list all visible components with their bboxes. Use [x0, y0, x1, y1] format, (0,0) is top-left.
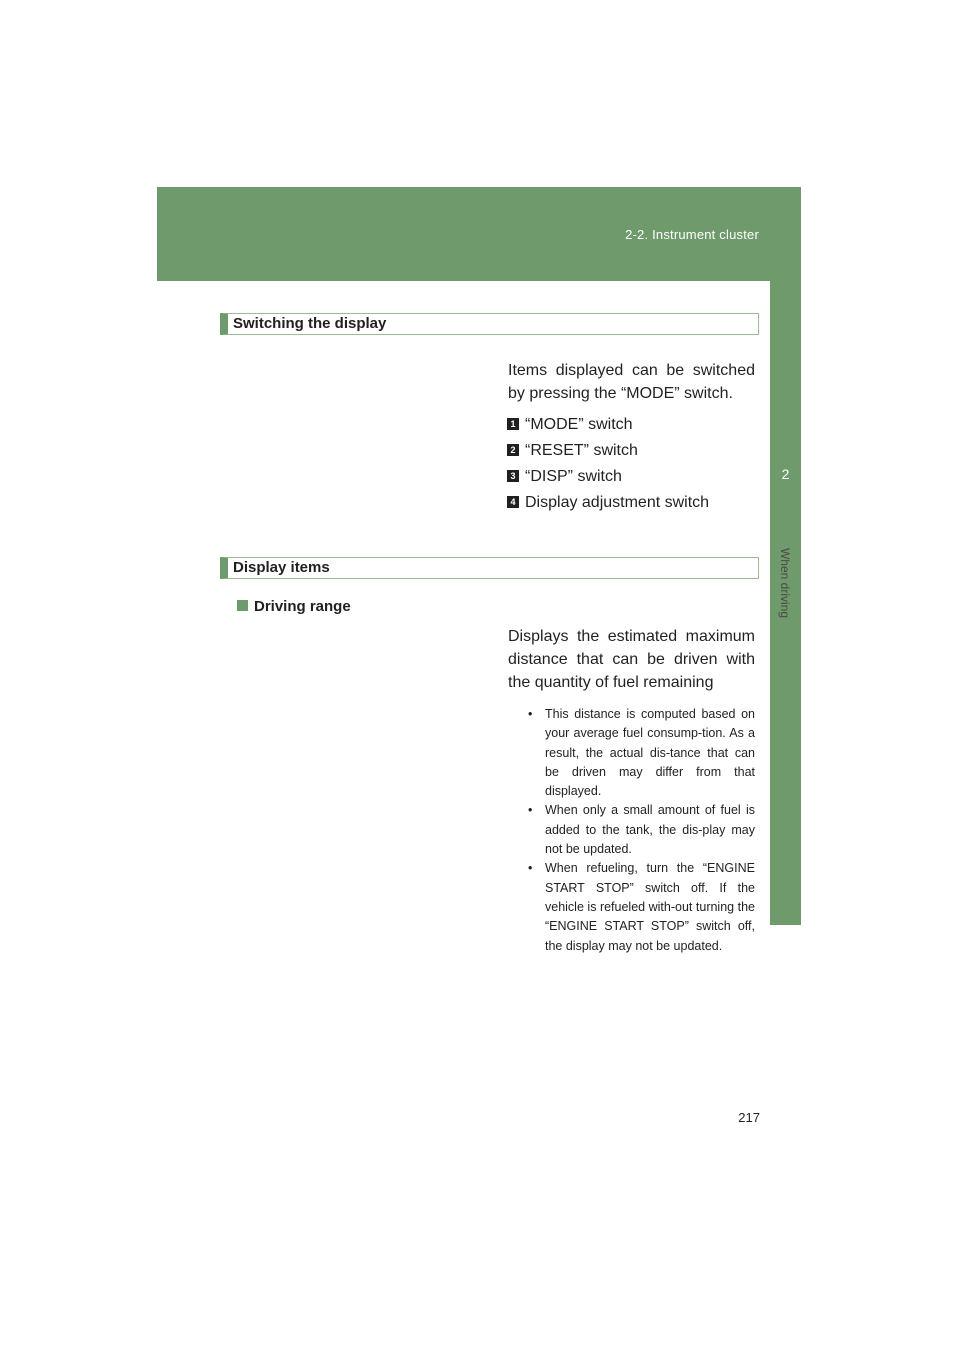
- note-item: [525, 801, 755, 859]
- number-badge: 1: [507, 418, 519, 430]
- switching-intro: Items displayed can be switched by pressing the “MODE” switch.: [508, 362, 755, 402]
- note-item: [525, 859, 755, 955]
- item-label: “DISP” switch: [525, 468, 622, 485]
- bullet-icon: •: [528, 861, 533, 876]
- square-bullet-icon: [237, 600, 248, 611]
- chapter-title: When driving: [778, 547, 792, 619]
- number-badge: 3: [507, 470, 519, 482]
- header-band: [157, 187, 801, 281]
- number-badge: 4: [507, 496, 519, 508]
- section-heading-text: Switching the display: [233, 315, 387, 332]
- bullet-icon: •: [528, 803, 533, 818]
- chapter-number: 2: [781, 466, 790, 482]
- driving-range-description: Displays the estimated maximum distance that can be driven with the quantity of fuel remaining: [508, 628, 755, 691]
- item-label: “MODE” switch: [525, 416, 633, 433]
- section-heading-switching: [220, 313, 759, 335]
- section-heading-display-items: [220, 557, 759, 579]
- subheading-text: Driving range: [254, 598, 351, 615]
- section-heading-text: Display items: [233, 559, 330, 576]
- bullet-icon: •: [528, 707, 533, 721]
- section-title: 2-2. Instrument cluster: [625, 227, 759, 242]
- item-label: “RESET” switch: [525, 442, 638, 459]
- item-label: Display adjustment switch: [525, 494, 710, 511]
- notes-list: [525, 705, 755, 956]
- note-item: [525, 705, 755, 801]
- subheading: [237, 598, 351, 615]
- page-number: 217: [738, 1110, 760, 1125]
- note-text: When refueling, turn the “ENGINE START STOP” switch off. If the vehicle is refueled with-out turning the “ENGINE START STOP” switch off, the display may not be updated.: [545, 861, 755, 953]
- chapter-tab: [770, 441, 801, 529]
- number-badge: 2: [507, 444, 519, 456]
- note-text: When only a small amount of fuel is added to the tank, the dis-play may not be updated.: [545, 803, 755, 857]
- note-text: This distance is computed based on your average fuel consump-tion. As a result, the actual dis-tance that can be driven may differ from that displayed.: [545, 707, 755, 799]
